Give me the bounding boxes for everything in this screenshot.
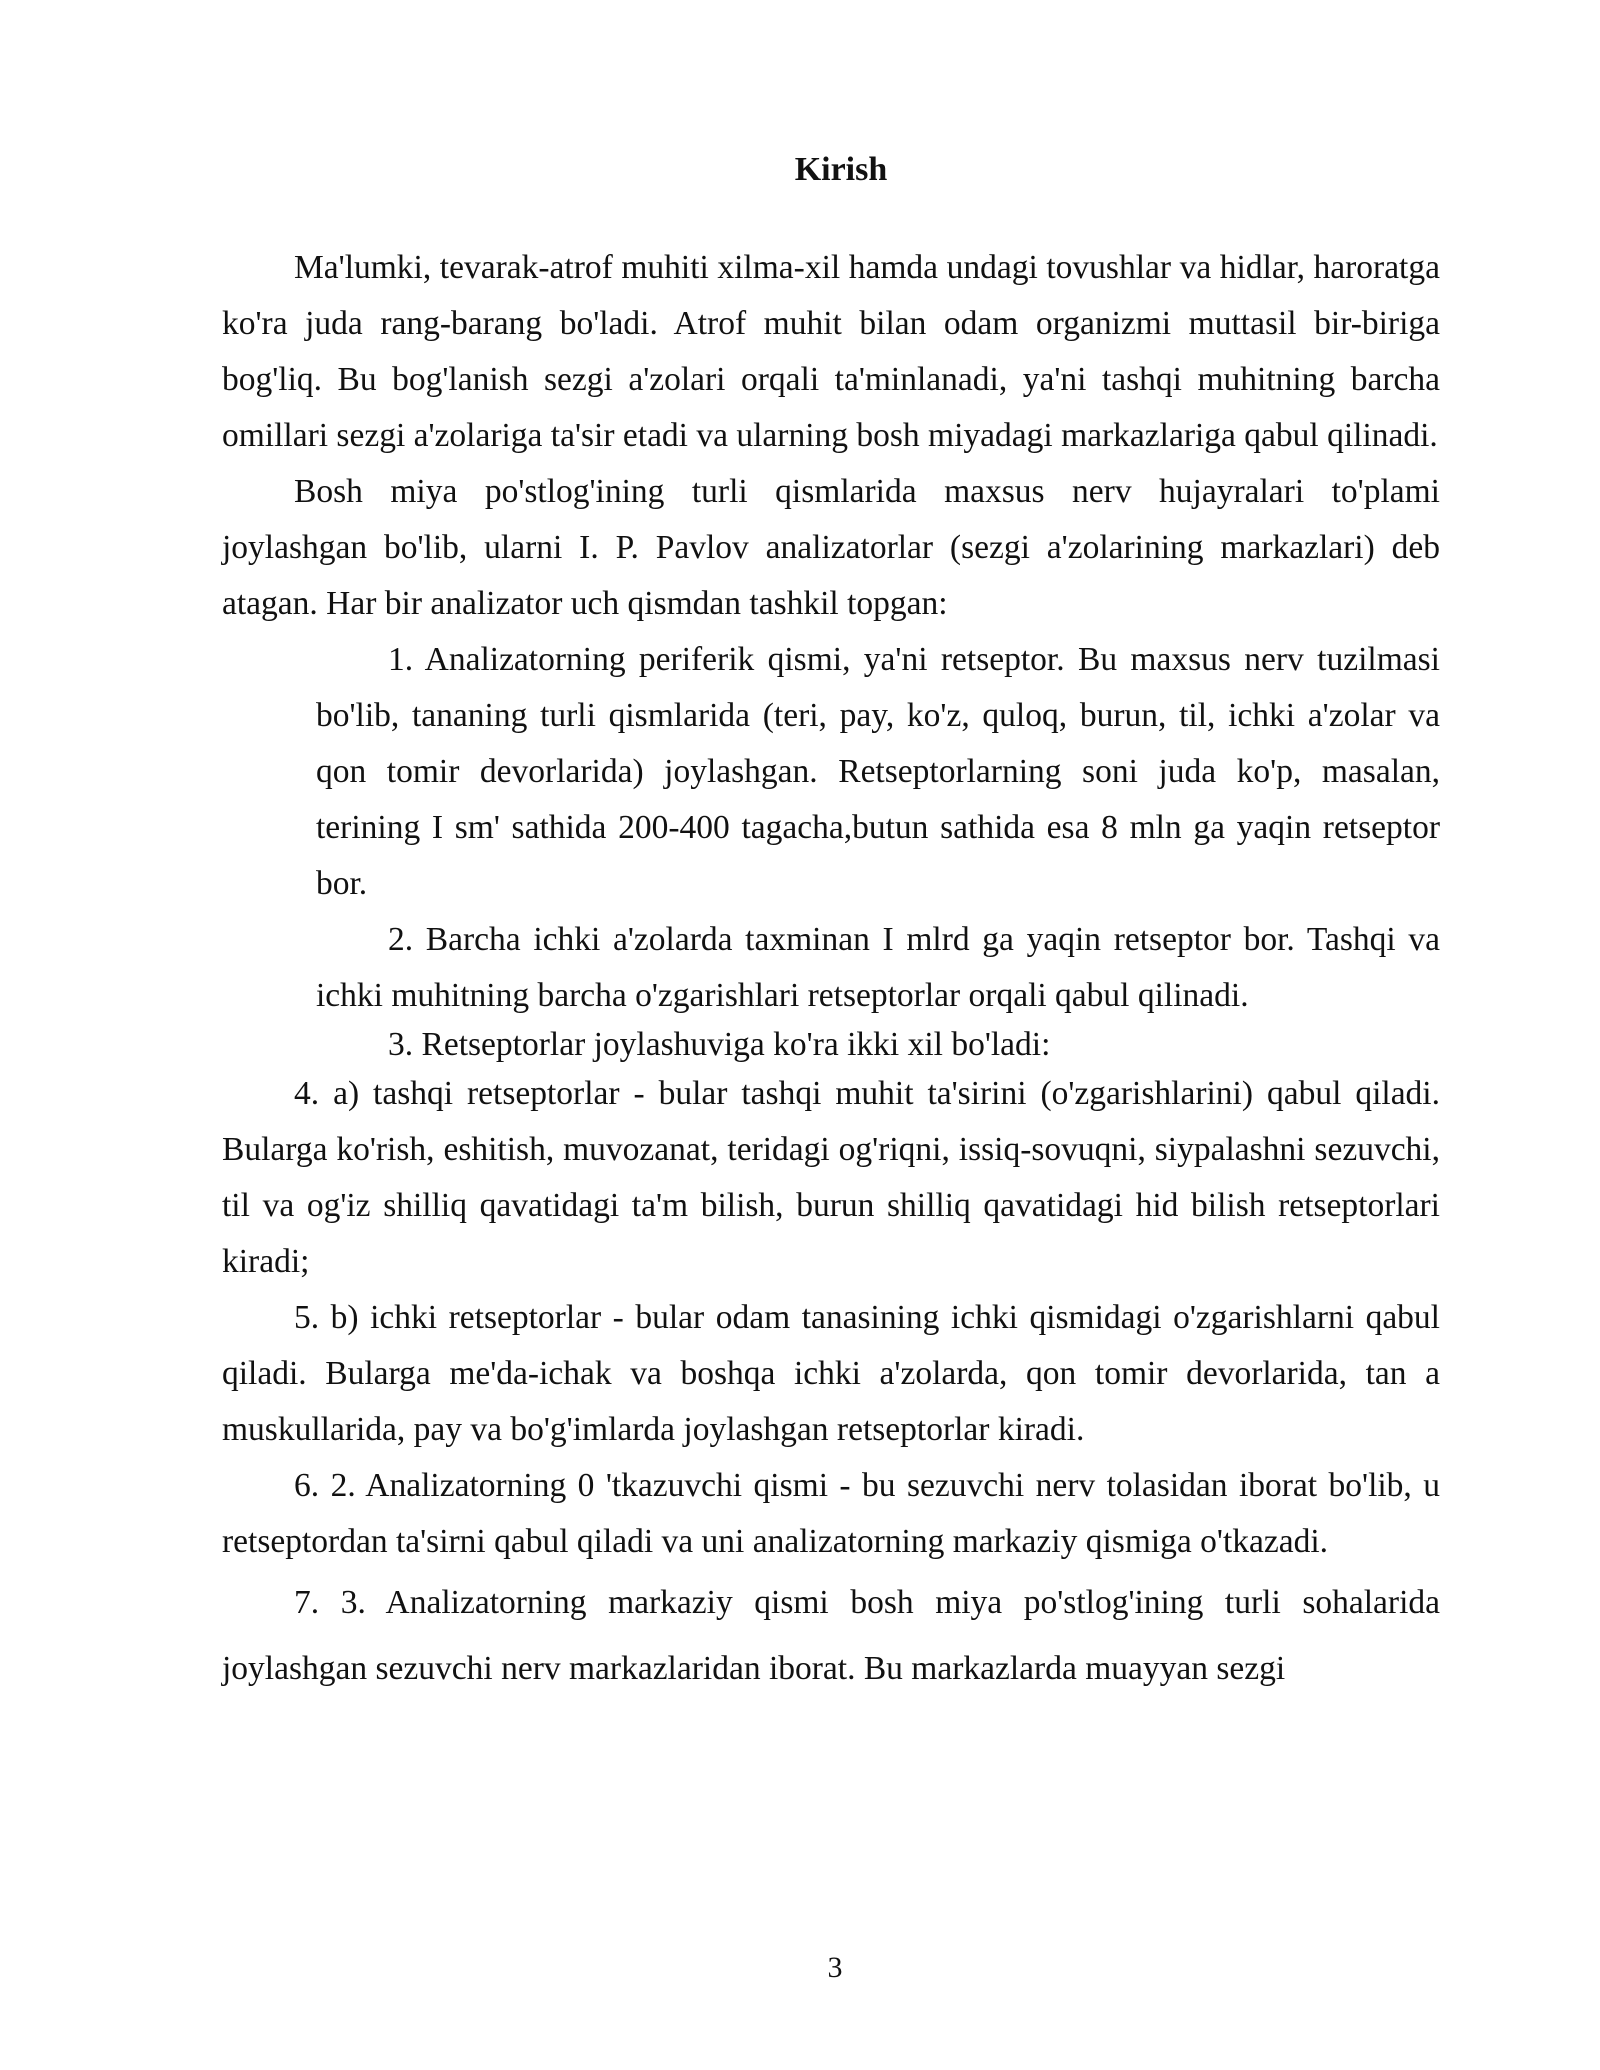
paragraph-analyzers: Bosh miya po'stlog'ining turli qismlarida maxsus nerv hujayralari to'plami joylashgan bo'lib, ularni I. P. Pavlov analizatorlar (sezgi a'zolarining markazlari) deb atagan. Har bir analizator uch qismdan tashkil topgan:: [222, 473, 1440, 622]
list-item-1: 1. Analizatorning periferik qismi, ya'ni retseptor. Bu maxsus nerv tuzilmasi bo'lib, tananing turli qismlarida (teri, pay, ko'z, quloq, burun, til, ichki a'zolar va qon tomir devorlarida) joylashgan. Retseptorlarning soni juda ko'p, masalan, terining I sm' sathida 200-400 tagacha,butun sathida esa 8 mln ga yaqin retseptor bor.: [316, 641, 1440, 902]
list-item-3: 3. Retseptorlar joylashuviga ko'ra ikki xil bo'ladi:: [388, 1026, 1051, 1063]
page-number: 3: [827, 1951, 843, 1984]
list-item-2: 2. Barcha ichki a'zolarda taxminan I mlrd ga yaqin retseptor bor. Tashqi va ichki muhitning barcha o'zgarishlari retseptorlar orqali qabul qilinadi.: [316, 921, 1440, 1014]
paragraph-intro: Ma'lumki, tevarak-atrof muhiti xilma-xil hamda undagi tovushlar va hidlar, haroratga ko'ra juda rang-barang bo'ladi. Atrof muhit bilan odam organizmi muttasil bir-biriga bog'liq. Bu bog'lanish sezgi a'zolari orqali ta'minlanadi, ya'ni tashqi muhitning barcha omillari sezgi a'zolariga ta'sir etadi va ularning bosh miyadagi markazlariga qabul qilinadi.: [222, 249, 1440, 454]
list-item-7: 7. 3. Analizatorning markaziy qismi bosh miya po'stlog'ining turli sohalarida joylashgan sezuvchi nerv markazlaridan iborat. Bu markazlarda muayyan sezgi: [222, 1584, 1440, 1687]
list-item-6: 6. 2. Analizatorning 0 'tkazuvchi qismi - bu sezuvchi nerv tolasidan iborat bo'lib, u retseptordan ta'sirni qabul qiladi va uni analizatorning markaziy qismiga o'tkazadi.: [222, 1467, 1440, 1560]
list-item-4: 4. a) tashqi retseptorlar - bular tashqi muhit ta'sirini (o'zgarishlarini) qabul qiladi. Bularga ko'rish, eshitish, muvozanat, teridagi og'riqni, issiq-sovuqni, siypalashni sezuvchi, til va og'iz shilliq qavatidagi ta'm bilish, burun shilliq qavatidagi hid bilish retseptorlari kiradi;: [222, 1075, 1440, 1280]
document-page: [222, 150, 1440, 1702]
page-title: Kirish: [794, 151, 888, 188]
list-item-5: 5. b) ichki retseptorlar - bular odam tanasining ichki qismidagi o'zgarishlarni qabul qiladi. Bularga me'da-ichak va boshqa ichki a'zolarda, qon tomir devorlarida, tan a muskullarida, pay va bo'g'imlarda joylashgan retseptorlar kiradi.: [222, 1299, 1440, 1448]
